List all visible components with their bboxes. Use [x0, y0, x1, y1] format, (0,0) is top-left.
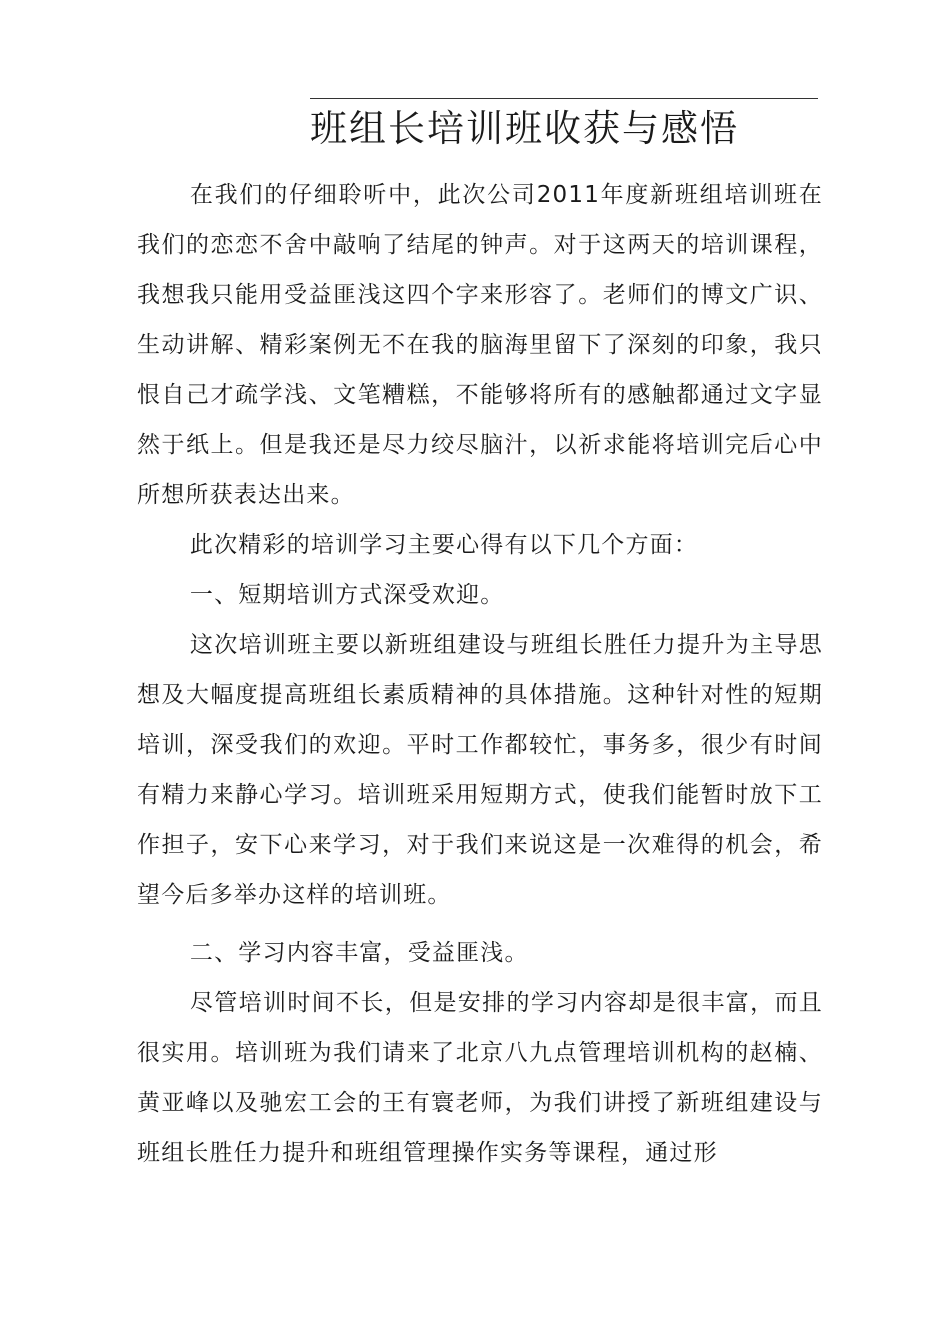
section-heading-2: 二、学习内容丰富，受益匪浅。 — [189, 940, 529, 966]
paragraph-section-2: 尽管培训时间不长，但是安排的学习内容却是很丰富，而且很实用。培训班为我们请来了北京八九点管理培训机构的赵楠、黄亚峰以及驰宏工会的王有寰老师，为我们讲授了新班组建设与班组长胜任力提升和班组管理操作实务等课程，通过形 — [137, 990, 823, 1166]
spacer — [137, 920, 823, 928]
header-rule — [310, 98, 818, 99]
paragraph-intro: 在我们的仔细聆听中，此次公司2011年度新班组培训班在我们的恋恋不舍中敲响了结尾的钟声。对于这两天的培训课程，我想我只能用受益匪浅这四个字来形容了。老师们的博文广识、生动讲解、精彩案例无不在我的脑海里留下了深刻的印象，我只恨自己才疏学浅、文笔糟糕，不能够将所有的感触都通过文字显然于纸上。但是我还是尽力绞尽脑汁，以祈求能将培训完后心中所想所获表达出来。 — [137, 182, 823, 508]
paragraph-section-1: 这次培训班主要以新班组建设与班组长胜任力提升为主导思想及大幅度提高班组长素质精神的具体措施。这种针对性的短期培训，深受我们的欢迎。平时工作都较忙，事务多，很少有时间有精力来静心学习。培训班采用短期方式，使我们能暂时放下工作担子，安下心来学习，对于我们来说这是一次难得的机会，希望今后多举办这样的培训班。 — [137, 632, 823, 908]
document-body — [137, 170, 823, 1178]
paragraph-summary: 此次精彩的培训学习主要心得有以下几个方面： — [189, 532, 699, 558]
document-title: 班组长培训班收获与感悟 — [310, 107, 739, 150]
section-heading-1: 一、短期培训方式深受欢迎。 — [189, 582, 505, 608]
